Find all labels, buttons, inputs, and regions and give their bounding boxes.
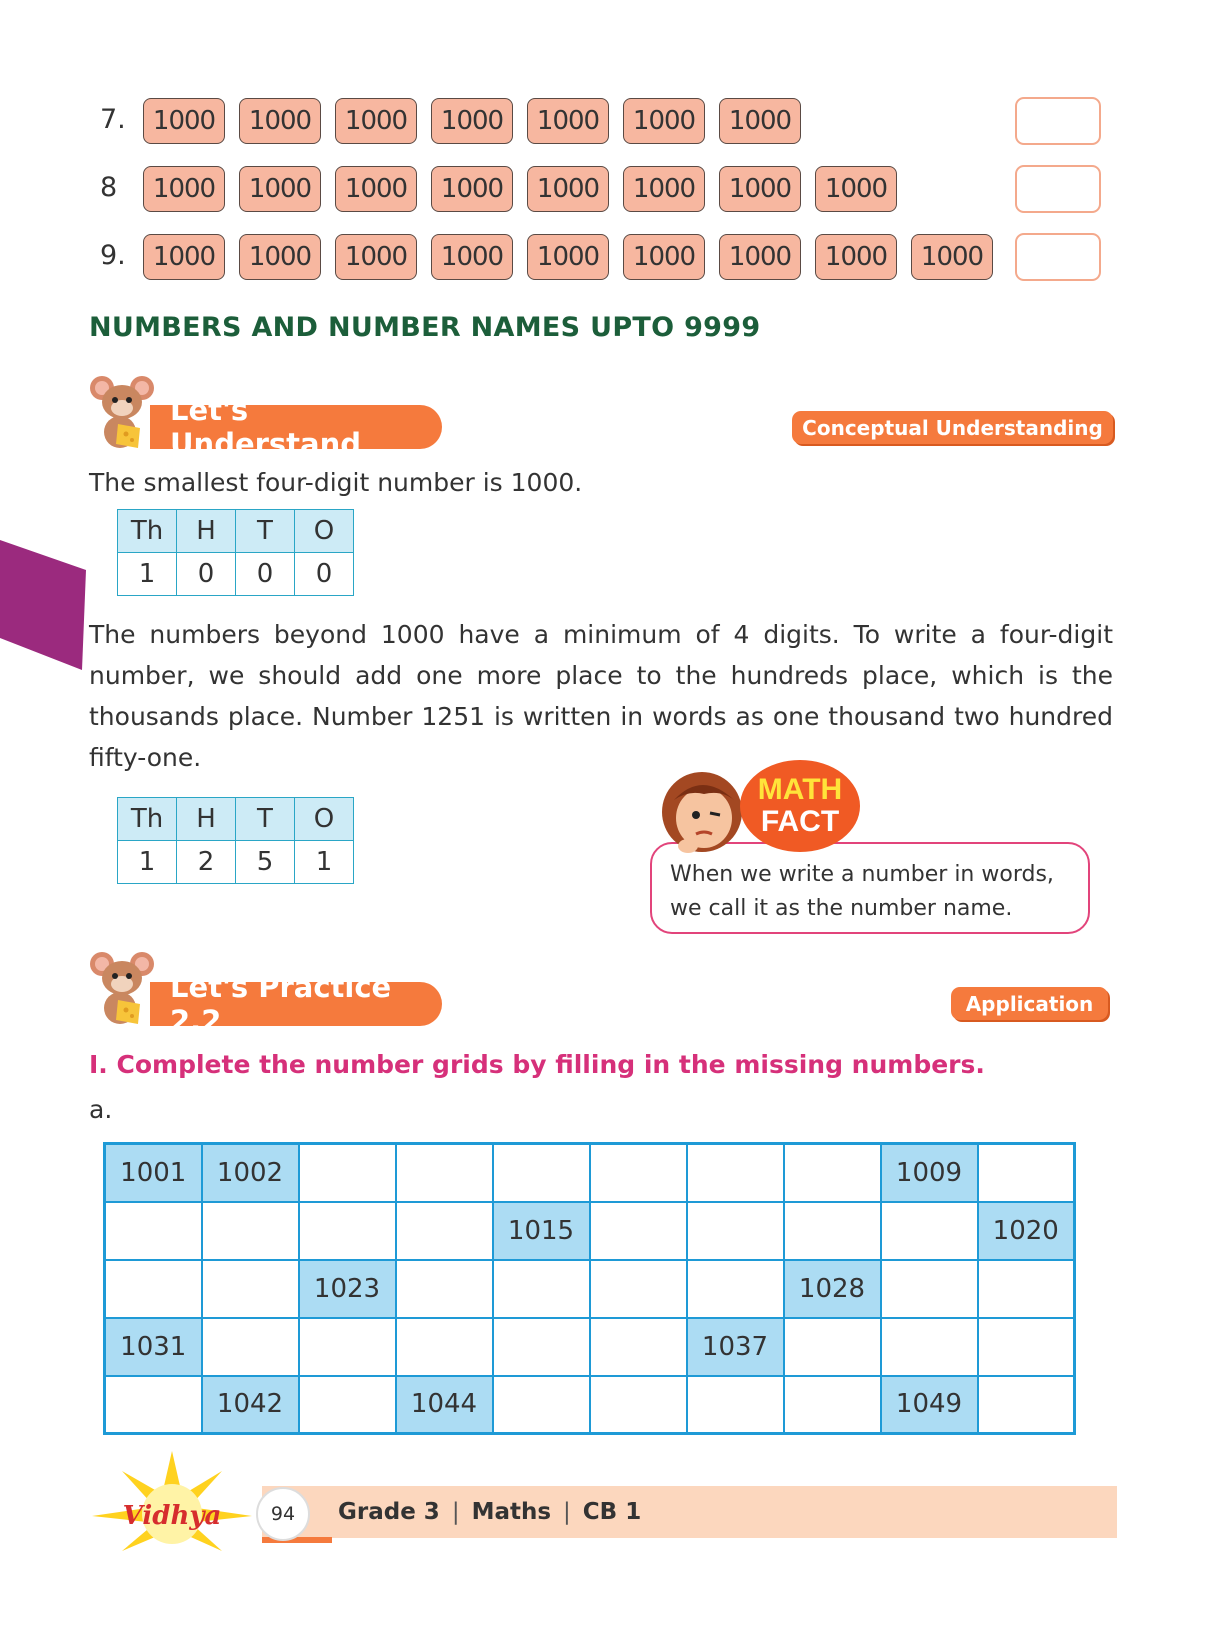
grid-cell-blank[interactable] (105, 1376, 202, 1434)
thousand-block: 1000 (143, 98, 225, 144)
grid-row (105, 1260, 1075, 1318)
vidhya-logo (92, 1446, 262, 1556)
footer-book: CB 1 (582, 1499, 642, 1525)
explanation-paragraph: The numbers beyond 1000 have a minimum of 4 digits. To write a four-digit number, we should add one more place to the hundreds place, which is the thousands place. Number 1251 is written in words as one thousand two hundred fifty-one. (89, 620, 1113, 772)
number-grid (103, 1142, 1076, 1435)
thousand-block: 1000 (719, 166, 801, 212)
thousand-block: 1000 (527, 166, 609, 212)
conceptual-understanding-tag: Conceptual Understanding (792, 411, 1113, 444)
lets-practice-heading: Let's Practice 2.2 (150, 982, 442, 1026)
table-header: Th (118, 798, 177, 841)
grid-cell-blank[interactable] (590, 1376, 687, 1434)
table-header: T (236, 510, 295, 553)
grid-cell-given: 1028 (784, 1260, 881, 1318)
grid-cell-given: 1042 (202, 1376, 299, 1434)
table-header: Th (118, 510, 177, 553)
grid-cell-given: 1001 (105, 1144, 202, 1202)
grid-cell-blank[interactable] (299, 1376, 396, 1434)
footer-grade: Grade 3 (338, 1499, 440, 1525)
grid-cell-blank[interactable] (396, 1318, 493, 1376)
math-fact-badge-line1: MATH (757, 773, 843, 806)
answer-box-7[interactable] (1015, 97, 1101, 145)
sub-question-label: a. (89, 1095, 113, 1124)
application-tag: Application (951, 987, 1108, 1020)
grid-cell-blank[interactable] (687, 1260, 784, 1318)
thousand-block: 1000 (335, 166, 417, 212)
grid-cell-blank[interactable] (202, 1318, 299, 1376)
grid-cell-blank[interactable] (978, 1376, 1075, 1434)
thousand-block: 1000 (431, 166, 513, 212)
thousand-block: 1000 (623, 98, 705, 144)
grid-cell-blank[interactable] (590, 1144, 687, 1202)
thousand-block: 1000 (527, 98, 609, 144)
thousand-block: 1000 (911, 234, 993, 280)
grid-cell-blank[interactable] (493, 1260, 590, 1318)
grid-cell-blank[interactable] (105, 1202, 202, 1260)
table-cell: 0 (177, 553, 236, 596)
answer-box-9[interactable] (1015, 233, 1101, 281)
grid-cell-blank[interactable] (590, 1260, 687, 1318)
grid-cell-blank[interactable] (687, 1144, 784, 1202)
grid-cell-blank[interactable] (784, 1202, 881, 1260)
grid-cell-blank[interactable] (396, 1144, 493, 1202)
place-value-table-1000 (117, 509, 354, 596)
table-cell: 1 (295, 841, 354, 884)
table-header: H (177, 798, 236, 841)
thousand-block: 1000 (143, 234, 225, 280)
side-tab-decoration (0, 540, 90, 670)
grid-cell-blank[interactable] (396, 1202, 493, 1260)
math-fact-line1: When we write a number in words, (670, 862, 1054, 887)
math-fact-line2: we call it as the number name. (670, 896, 1013, 921)
thousand-block: 1000 (623, 166, 705, 212)
page-number: 94 (256, 1487, 310, 1541)
grid-cell-blank[interactable] (978, 1144, 1075, 1202)
grid-cell-blank[interactable] (687, 1376, 784, 1434)
math-fact-badge (740, 760, 860, 852)
thousand-block: 1000 (239, 234, 321, 280)
thousand-block: 1000 (815, 234, 897, 280)
grid-cell-given: 1020 (978, 1202, 1075, 1260)
grid-cell-given: 1009 (881, 1144, 978, 1202)
table-header: T (236, 798, 295, 841)
thousand-block: 1000 (239, 166, 321, 212)
grid-cell-blank[interactable] (978, 1260, 1075, 1318)
table-cell: 1 (118, 841, 177, 884)
grid-cell-blank[interactable] (202, 1202, 299, 1260)
grid-cell-given: 1037 (687, 1318, 784, 1376)
section-title: NUMBERS AND NUMBER NAMES UPTO 9999 (89, 312, 761, 343)
row-label: 9. (100, 240, 126, 271)
grid-cell-given: 1023 (299, 1260, 396, 1318)
grid-cell-given: 1049 (881, 1376, 978, 1434)
table-header: O (295, 510, 354, 553)
answer-box-8[interactable] (1015, 165, 1101, 213)
grid-cell-given: 1031 (105, 1318, 202, 1376)
grid-cell-blank[interactable] (493, 1318, 590, 1376)
grid-cell-blank[interactable] (590, 1202, 687, 1260)
grid-cell-blank[interactable] (590, 1318, 687, 1376)
footer-separator: | (451, 1499, 460, 1525)
row-8-blocks (143, 166, 897, 212)
thousand-block: 1000 (431, 98, 513, 144)
grid-row (105, 1144, 1075, 1202)
grid-cell-blank[interactable] (978, 1318, 1075, 1376)
footer-subject: Maths (471, 1499, 552, 1525)
place-value-table-1251 (117, 797, 354, 884)
thousand-block: 1000 (815, 166, 897, 212)
grid-cell-blank[interactable] (881, 1318, 978, 1376)
row-9-blocks (143, 234, 993, 280)
table-cell: 1 (118, 553, 177, 596)
grid-cell-blank[interactable] (784, 1376, 881, 1434)
thinking-girl-icon (652, 760, 752, 860)
thousand-block: 1000 (239, 98, 321, 144)
thousand-block: 1000 (335, 234, 417, 280)
grid-cell-blank[interactable] (881, 1202, 978, 1260)
grid-cell-blank[interactable] (493, 1376, 590, 1434)
table-cell: 0 (295, 553, 354, 596)
mouse-mascot-icon (88, 948, 168, 1028)
footer-bar (262, 1486, 1117, 1538)
grid-cell-blank[interactable] (784, 1144, 881, 1202)
thousand-block: 1000 (527, 234, 609, 280)
grid-cell-given: 1002 (202, 1144, 299, 1202)
row-7-blocks (143, 98, 801, 144)
lets-understand-heading: Let's Understand (150, 405, 442, 449)
grid-cell-blank[interactable] (493, 1144, 590, 1202)
logo-text: Vidhya (122, 1501, 222, 1531)
table-cell: 0 (236, 553, 295, 596)
math-fact-badge-line2: FACT (760, 805, 840, 838)
grid-cell-blank[interactable] (202, 1260, 299, 1318)
thousand-block: 1000 (335, 98, 417, 144)
thousand-block: 1000 (143, 166, 225, 212)
table-header: O (295, 798, 354, 841)
grid-cell-blank[interactable] (299, 1202, 396, 1260)
grid-cell-blank[interactable] (105, 1260, 202, 1318)
mouse-mascot-icon (88, 372, 168, 452)
grid-row (105, 1376, 1075, 1434)
grid-cell-blank[interactable] (299, 1318, 396, 1376)
smallest-number-text: The smallest four-digit number is 1000. (89, 468, 583, 497)
instruction-text: I. Complete the number grids by filling in the missing numbers. (89, 1050, 985, 1079)
grid-cell-blank[interactable] (687, 1202, 784, 1260)
thousand-block: 1000 (719, 234, 801, 280)
thousand-block: 1000 (623, 234, 705, 280)
grid-row (105, 1202, 1075, 1260)
row-label: 7. (100, 104, 126, 135)
grid-cell-given: 1044 (396, 1376, 493, 1434)
grid-cell-given: 1015 (493, 1202, 590, 1260)
grid-cell-blank[interactable] (299, 1144, 396, 1202)
thousand-block: 1000 (431, 234, 513, 280)
table-cell: 5 (236, 841, 295, 884)
grid-cell-blank[interactable] (881, 1260, 978, 1318)
footer-separator: | (563, 1499, 571, 1525)
table-cell: 2 (177, 841, 236, 884)
row-label: 8 (100, 172, 118, 203)
grid-cell-blank[interactable] (784, 1318, 881, 1376)
grid-row (105, 1318, 1075, 1376)
thousand-block: 1000 (719, 98, 801, 144)
grid-cell-blank[interactable] (396, 1260, 493, 1318)
table-header: H (177, 510, 236, 553)
